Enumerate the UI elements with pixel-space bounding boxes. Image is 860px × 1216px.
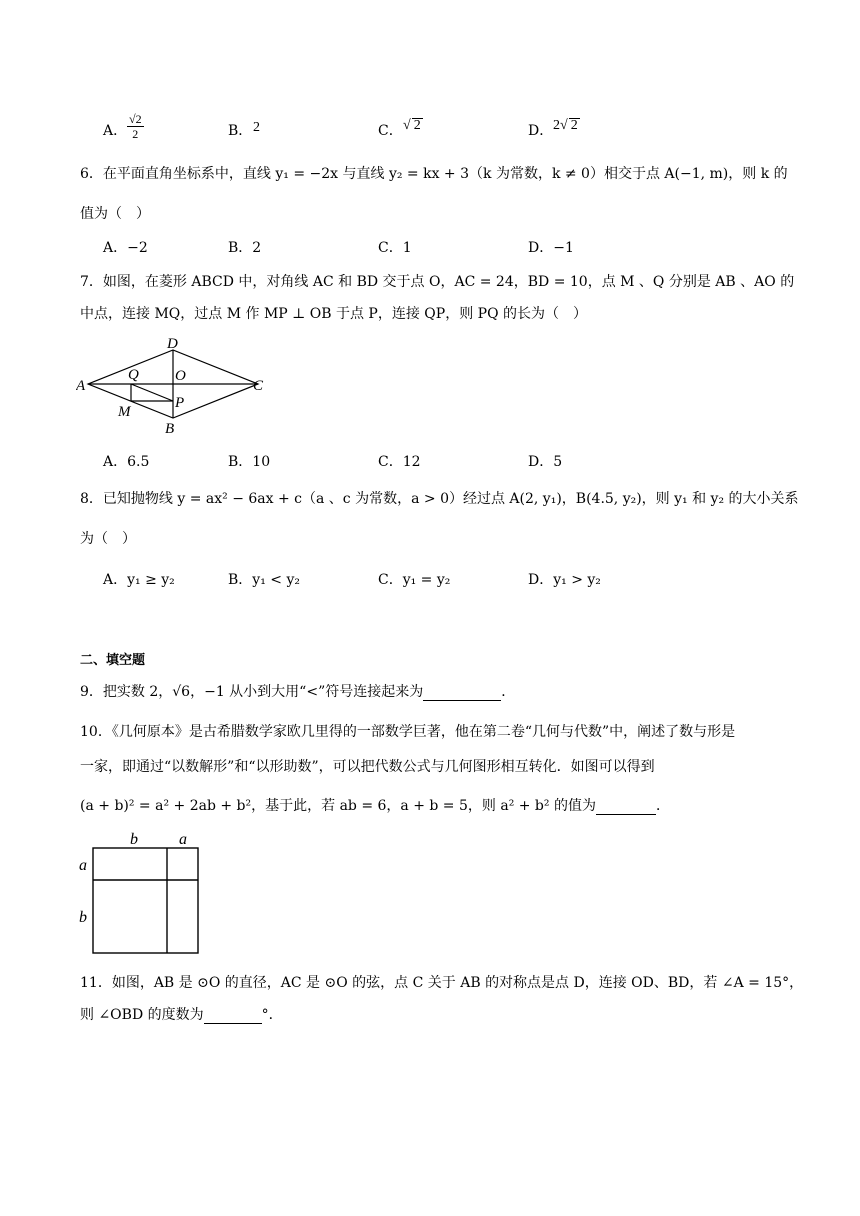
q5-option-a-denominator: 2 xyxy=(132,127,139,141)
q7-option-c: C．12 xyxy=(378,454,421,470)
q5-option-d-radicand: 2 xyxy=(570,118,578,133)
q5-option-d-coefficient: 2 xyxy=(553,118,560,133)
label-left-a: a xyxy=(79,857,87,874)
q10-answer-blank[interactable] xyxy=(596,798,656,815)
q6-option-d: D．−1 xyxy=(528,240,574,256)
section-title: 二、填空题 xyxy=(80,653,146,668)
q10-line2: 一家，即通过“以数解形”和“以形助数”，可以把代数公式与几何图形相互转化．如图可以得到 xyxy=(80,759,655,775)
label-c: C xyxy=(253,378,264,394)
q6-option-c: C．1 xyxy=(378,240,412,256)
q11-end: °． xyxy=(261,1007,283,1023)
q9-answer-blank[interactable] xyxy=(423,684,501,701)
q5-option-a-fraction xyxy=(127,112,144,141)
label-o: O xyxy=(175,368,186,384)
q5-option-b-label: B． xyxy=(228,123,253,139)
q7-line1: 7．如图，在菱形 ABCD 中，对角线 AC 和 BD 交于点 O，AC = 24，BD = 10，点 M 、Q 分别是 AB 、AO 的 xyxy=(80,274,795,290)
label-b: B xyxy=(165,421,175,436)
q5-options xyxy=(103,112,803,146)
q5-option-b-value: 2 xyxy=(253,120,260,135)
q8-line1: 8．已知抛物线 y = ax² − 6ax + c（a 、c 为常数，a > 0）经过点 A(2, y₁)，B(4.5, y₂)，则 y₁ 和 y₂ 的大小关系 xyxy=(80,491,799,507)
q10-line3 xyxy=(80,795,670,815)
q7-option-d: D．5 xyxy=(528,454,563,470)
q11-answer-blank[interactable] xyxy=(204,1007,262,1024)
q6-option-b: B．2 xyxy=(228,240,262,256)
q8-option-d: D．y₁ > y₂ xyxy=(528,572,601,588)
square-figure xyxy=(76,828,206,956)
label-p: P xyxy=(175,395,185,411)
q9-line xyxy=(80,681,515,701)
label-q: Q xyxy=(128,367,139,383)
q9-text: 9．把实数 2，√6，−1 从小到大用“<”符号连接起来为 xyxy=(80,684,424,700)
q10-line1: 10．《几何原本》是古希腊数学家欧几里得的一部数学巨著，他在第二卷“几何与代数”中，阐述了数与形是 xyxy=(80,724,736,740)
q6-option-a: A．−2 xyxy=(103,240,148,256)
label-top-a: a xyxy=(179,831,187,848)
q10-formula-text: (a + b)² = a² + 2ab + b²，基于此，若 ab = 6，a + b = 5，则 a² + b² 的值为 xyxy=(80,798,596,814)
q7-option-a: A．6.5 xyxy=(103,454,150,470)
outer-square xyxy=(93,848,198,953)
q5-option-a-numerator: √2 xyxy=(129,112,142,126)
q7-line2: 中点，连接 MQ，过点 M 作 MP ⊥ OB 于点 P，连接 QP，则 PQ 的长为（ ） xyxy=(80,306,587,322)
q11-text: 则 ∠OBD 的度数为 xyxy=(80,1007,204,1023)
q5-option-a-label: A． xyxy=(103,123,128,139)
segment-qp xyxy=(131,384,173,401)
q11-line2 xyxy=(80,1004,283,1024)
q7-option-b: B．10 xyxy=(228,454,271,470)
q5-option-c-value: √ 2 xyxy=(403,118,421,133)
q8-option-c: C．y₁ = y₂ xyxy=(378,572,451,588)
q8-option-b: B．y₁ < y₂ xyxy=(228,572,300,588)
q6-line2: 值为（ ） xyxy=(80,206,150,222)
label-m: M xyxy=(118,404,131,420)
q6-line1: 6．在平面直角坐标系中，直线 y₁ = −2x 与直线 y₂ = kx + 3（k 为常数，k ≠ 0）相交于点 A(−1, m)，则 k 的 xyxy=(80,166,788,182)
q8-option-a: A．y₁ ≥ y₂ xyxy=(103,572,175,588)
q9-end: ． xyxy=(501,684,516,700)
label-top-b: b xyxy=(130,831,138,848)
q5-option-c-label: C． xyxy=(378,123,403,139)
rhombus-figure xyxy=(76,334,276,436)
q5-option-d-label: D． xyxy=(528,123,554,139)
q8-line2: 为（ ） xyxy=(80,531,136,547)
q5-option-c-radicand: 2 xyxy=(413,118,421,133)
q5-option-d-value: 2√ 2 xyxy=(553,118,578,133)
label-a: A xyxy=(76,378,86,394)
label-d: D xyxy=(167,336,178,352)
label-left-b: b xyxy=(79,909,87,926)
q11-line1: 11．如图，AB 是 ⊙O 的直径，AC 是 ⊙O 的弦，点 C 关于 AB 的对称点是点 D，连接 OD、BD，若 ∠A = 15°， xyxy=(80,975,804,991)
q10-end: ． xyxy=(655,798,670,814)
